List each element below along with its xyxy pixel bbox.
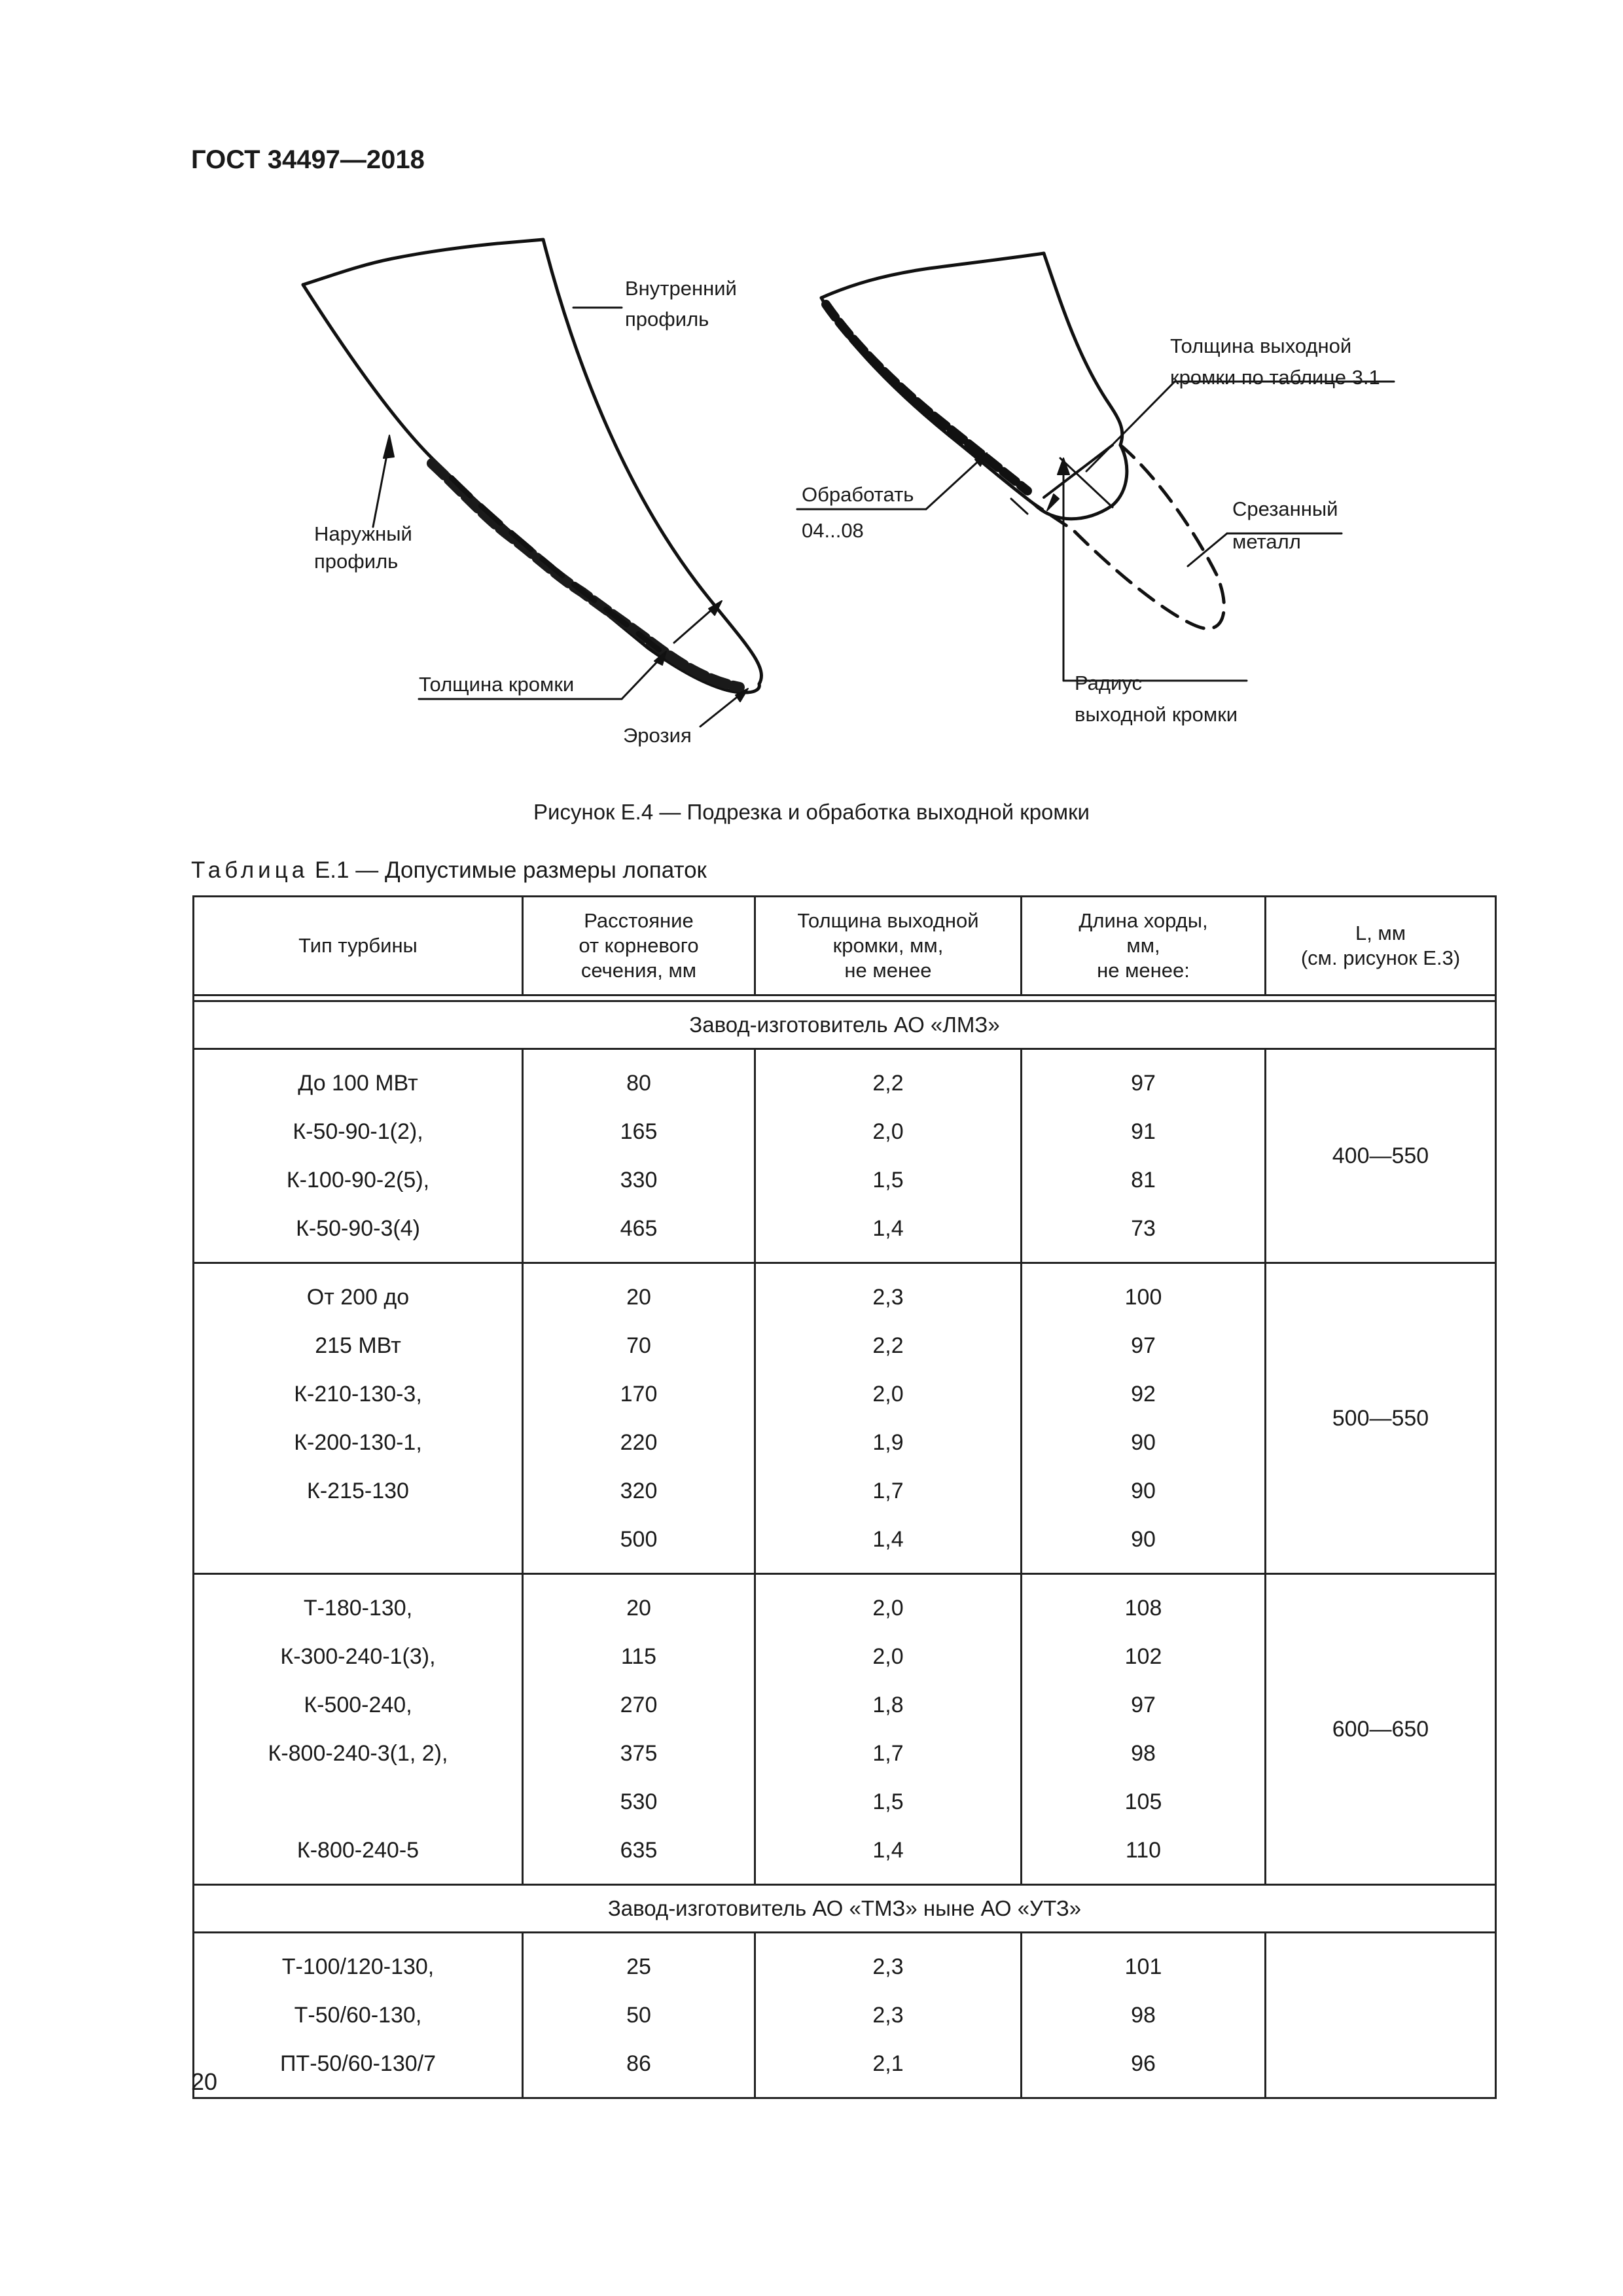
col-header-thickness: Толщина выходной кромки, мм, не менее (755, 897, 1022, 996)
chord-cell (1022, 1574, 1266, 1885)
thickness-cell (755, 1574, 1022, 1885)
turbine-type: До 100 МВт (298, 1071, 418, 1096)
chord-value: 90 (1131, 1527, 1156, 1552)
table-block-row (194, 1263, 1496, 1574)
chord-value: 97 (1131, 1071, 1156, 1096)
chord-value: 102 (1124, 1644, 1162, 1669)
turbine-type (194, 1778, 522, 1826)
label-outer-profile-line1: Наружный (314, 522, 412, 545)
thickness-value: 1,4 (872, 1216, 904, 1241)
right-blade-erosion (826, 304, 1027, 491)
label-process-line2: 04...08 (802, 519, 864, 542)
chord-value: 90 (1131, 1479, 1156, 1503)
label-outlet-thickness-line1: Толщина выходной (1170, 334, 1352, 357)
thickness-value: 2,0 (872, 1644, 904, 1669)
thickness-value: 2,2 (872, 1333, 904, 1358)
chord-value: 96 (1131, 2051, 1156, 2076)
chord-value: 73 (1131, 1216, 1156, 1241)
chord-value: 97 (1131, 1333, 1156, 1358)
document-id: ГОСТ 34497—2018 (191, 145, 425, 174)
turbine-type (194, 1515, 522, 1564)
table-block-row (194, 1049, 1496, 1263)
distance-cell (523, 1049, 755, 1263)
turbine-type: К-215-130 (307, 1479, 409, 1503)
col-header-l: L, мм (см. рисунок Е.3) (1266, 897, 1496, 996)
thickness-value: 2,2 (872, 1071, 904, 1096)
turbine-type: Т-180-130, (303, 1596, 413, 1621)
col-header-chord: Длина хорды, мм, не менее: (1022, 897, 1266, 996)
thickness-value: 1,5 (872, 1168, 904, 1193)
turbine-type: Т-100/120-130, (281, 1954, 435, 1979)
col-header-distance: Расстояние от корневого сечения, мм (523, 897, 755, 996)
table-group-row (194, 1885, 1496, 1933)
distance-value: 80 (626, 1071, 651, 1096)
chord-value: 108 (1124, 1596, 1162, 1621)
table-block-row (194, 1933, 1496, 2098)
chord-value: 110 (1125, 1838, 1162, 1863)
left-blade-erosion (432, 463, 740, 687)
manufacturer-group-title: Завод-изготовитель АО «ЛМЗ» (194, 1001, 1496, 1049)
table-title-prefix: Таблица (191, 857, 309, 883)
label-erosion: Эрозия (623, 724, 692, 747)
distance-value: 270 (620, 1693, 658, 1717)
turbine-type: От 200 до (306, 1285, 410, 1310)
chord-value: 98 (1131, 2003, 1156, 2028)
distance-value: 220 (620, 1430, 658, 1455)
turbine-type: К-800-240-3(1, 2), (268, 1741, 448, 1766)
blade-dimensions-table (192, 895, 1497, 2099)
distance-value: 330 (620, 1168, 658, 1193)
table-group-row (194, 1001, 1496, 1049)
chord-value: 98 (1131, 1741, 1156, 1766)
chord-value: 81 (1131, 1168, 1156, 1193)
thickness-cell (755, 1933, 1022, 2098)
turbine-type: Т-50/60-130, (294, 2003, 422, 2028)
table-header-row (194, 897, 1496, 996)
right-blade-top-edge (821, 253, 1044, 298)
thickness-value: 2,0 (872, 1119, 904, 1144)
chord-value: 101 (1124, 1954, 1162, 1979)
distance-cell (523, 1263, 755, 1574)
turbine-type: К-50-90-3(4) (296, 1216, 420, 1241)
turbine-type-cell (194, 1574, 523, 1885)
thickness-value: 1,8 (872, 1693, 904, 1717)
distance-value: 320 (620, 1479, 658, 1503)
turbine-type: 215 МВт (315, 1333, 401, 1358)
chord-value: 90 (1131, 1430, 1156, 1455)
header-double-rule (194, 996, 1496, 1001)
chord-value: 91 (1131, 1119, 1156, 1144)
col-header-turbine-type: Тип турбины (194, 897, 523, 996)
l-range-cell: 600—650 (1266, 1574, 1496, 1885)
left-blade-top-edge (303, 240, 543, 285)
chord-value: 92 (1131, 1382, 1156, 1407)
l-range-cell: 500—550 (1266, 1263, 1496, 1574)
turbine-type: ПТ-50/60-130/7 (279, 2051, 437, 2076)
turbine-type: К-500-240, (304, 1693, 412, 1717)
distance-value: 500 (620, 1527, 658, 1552)
label-outlet-thickness-line2: кромки по таблице 3.1 (1170, 366, 1380, 389)
l-range-cell (1266, 1933, 1496, 2098)
chord-value: 100 (1124, 1285, 1162, 1310)
table-title-rest: Е.1 — Допустимые размеры лопаток (308, 857, 707, 883)
figure-caption: Рисунок Е.4 — Подрезка и обработка выходной кромки (533, 800, 1090, 824)
turbine-type: К-200-130-1, (294, 1430, 422, 1455)
distance-value: 635 (620, 1838, 658, 1863)
thickness-value: 1,4 (872, 1838, 904, 1863)
turbine-type: К-50-90-1(2), (293, 1119, 423, 1144)
thickness-value: 1,7 (872, 1741, 904, 1766)
distance-value: 25 (626, 1954, 651, 1979)
distance-cell (523, 1574, 755, 1885)
thickness-value: 1,7 (872, 1479, 904, 1503)
table-body (194, 1001, 1496, 2098)
thickness-value: 2,1 (872, 2051, 904, 2076)
thickness-value: 1,9 (872, 1430, 904, 1455)
distance-value: 465 (620, 1216, 658, 1241)
turbine-type: К-800-240-5 (296, 1838, 419, 1863)
turbine-type: К-210-130-3, (294, 1382, 422, 1407)
label-edge-thickness: Толщина кромки (419, 673, 575, 696)
label-cut-metal-line1: Срезанный (1232, 497, 1338, 520)
chord-cell (1022, 1933, 1266, 2098)
label-cut-metal-line2: металл (1232, 530, 1301, 553)
distance-value: 115 (620, 1644, 657, 1669)
distance-cell (523, 1933, 755, 2098)
table-block-row (194, 1574, 1496, 1885)
label-inner-profile-line2: профиль (625, 308, 709, 331)
distance-value: 165 (620, 1119, 658, 1144)
label-radius-line2: выходной кромки (1075, 703, 1238, 726)
thickness-value: 2,3 (872, 1285, 904, 1310)
thickness-value: 2,3 (872, 2003, 904, 2028)
label-outer-profile-line2: профиль (314, 550, 399, 573)
distance-value: 170 (620, 1382, 658, 1407)
l-range-cell: 400—550 (1266, 1049, 1496, 1263)
distance-value: 530 (620, 1789, 658, 1814)
turbine-type-cell (194, 1049, 523, 1263)
chord-value: 105 (1124, 1789, 1162, 1814)
label-radius-line1: Радиус (1075, 672, 1142, 694)
thickness-cell (755, 1263, 1022, 1574)
thickness-cell (755, 1049, 1022, 1263)
turbine-type: К-300-240-1(3), (280, 1644, 436, 1669)
left-blade-outer-profile (303, 285, 746, 696)
chord-cell (1022, 1263, 1266, 1574)
turbine-type: К-100-90-2(5), (286, 1168, 430, 1193)
page-number: 20 (191, 2068, 218, 2095)
label-inner-profile-line1: Внутренний (625, 277, 737, 300)
label-process-line1: Обработать (802, 483, 914, 506)
distance-value: 70 (626, 1333, 651, 1358)
distance-value: 86 (626, 2051, 651, 2076)
distance-value: 50 (626, 2003, 651, 2028)
thickness-value: 2,0 (872, 1382, 904, 1407)
thickness-value: 2,3 (872, 1954, 904, 1979)
right-blade-inner-profile (1044, 253, 1122, 445)
left-blade-inner-profile (543, 240, 761, 684)
turbine-type-cell (194, 1933, 523, 2098)
thickness-value: 1,5 (872, 1789, 904, 1814)
thickness-value: 1,4 (872, 1527, 904, 1552)
table-title (191, 857, 707, 884)
chord-cell (1022, 1049, 1266, 1263)
distance-value: 20 (626, 1596, 651, 1621)
distance-value: 375 (620, 1741, 658, 1766)
turbine-type-cell (194, 1263, 523, 1574)
chord-value: 97 (1131, 1693, 1156, 1717)
figure-e4-diagram (0, 0, 1623, 785)
distance-value: 20 (626, 1285, 651, 1310)
manufacturer-group-title: Завод-изготовитель АО «ТМЗ» ныне АО «УТЗ» (194, 1885, 1496, 1933)
thickness-value: 2,0 (872, 1596, 904, 1621)
